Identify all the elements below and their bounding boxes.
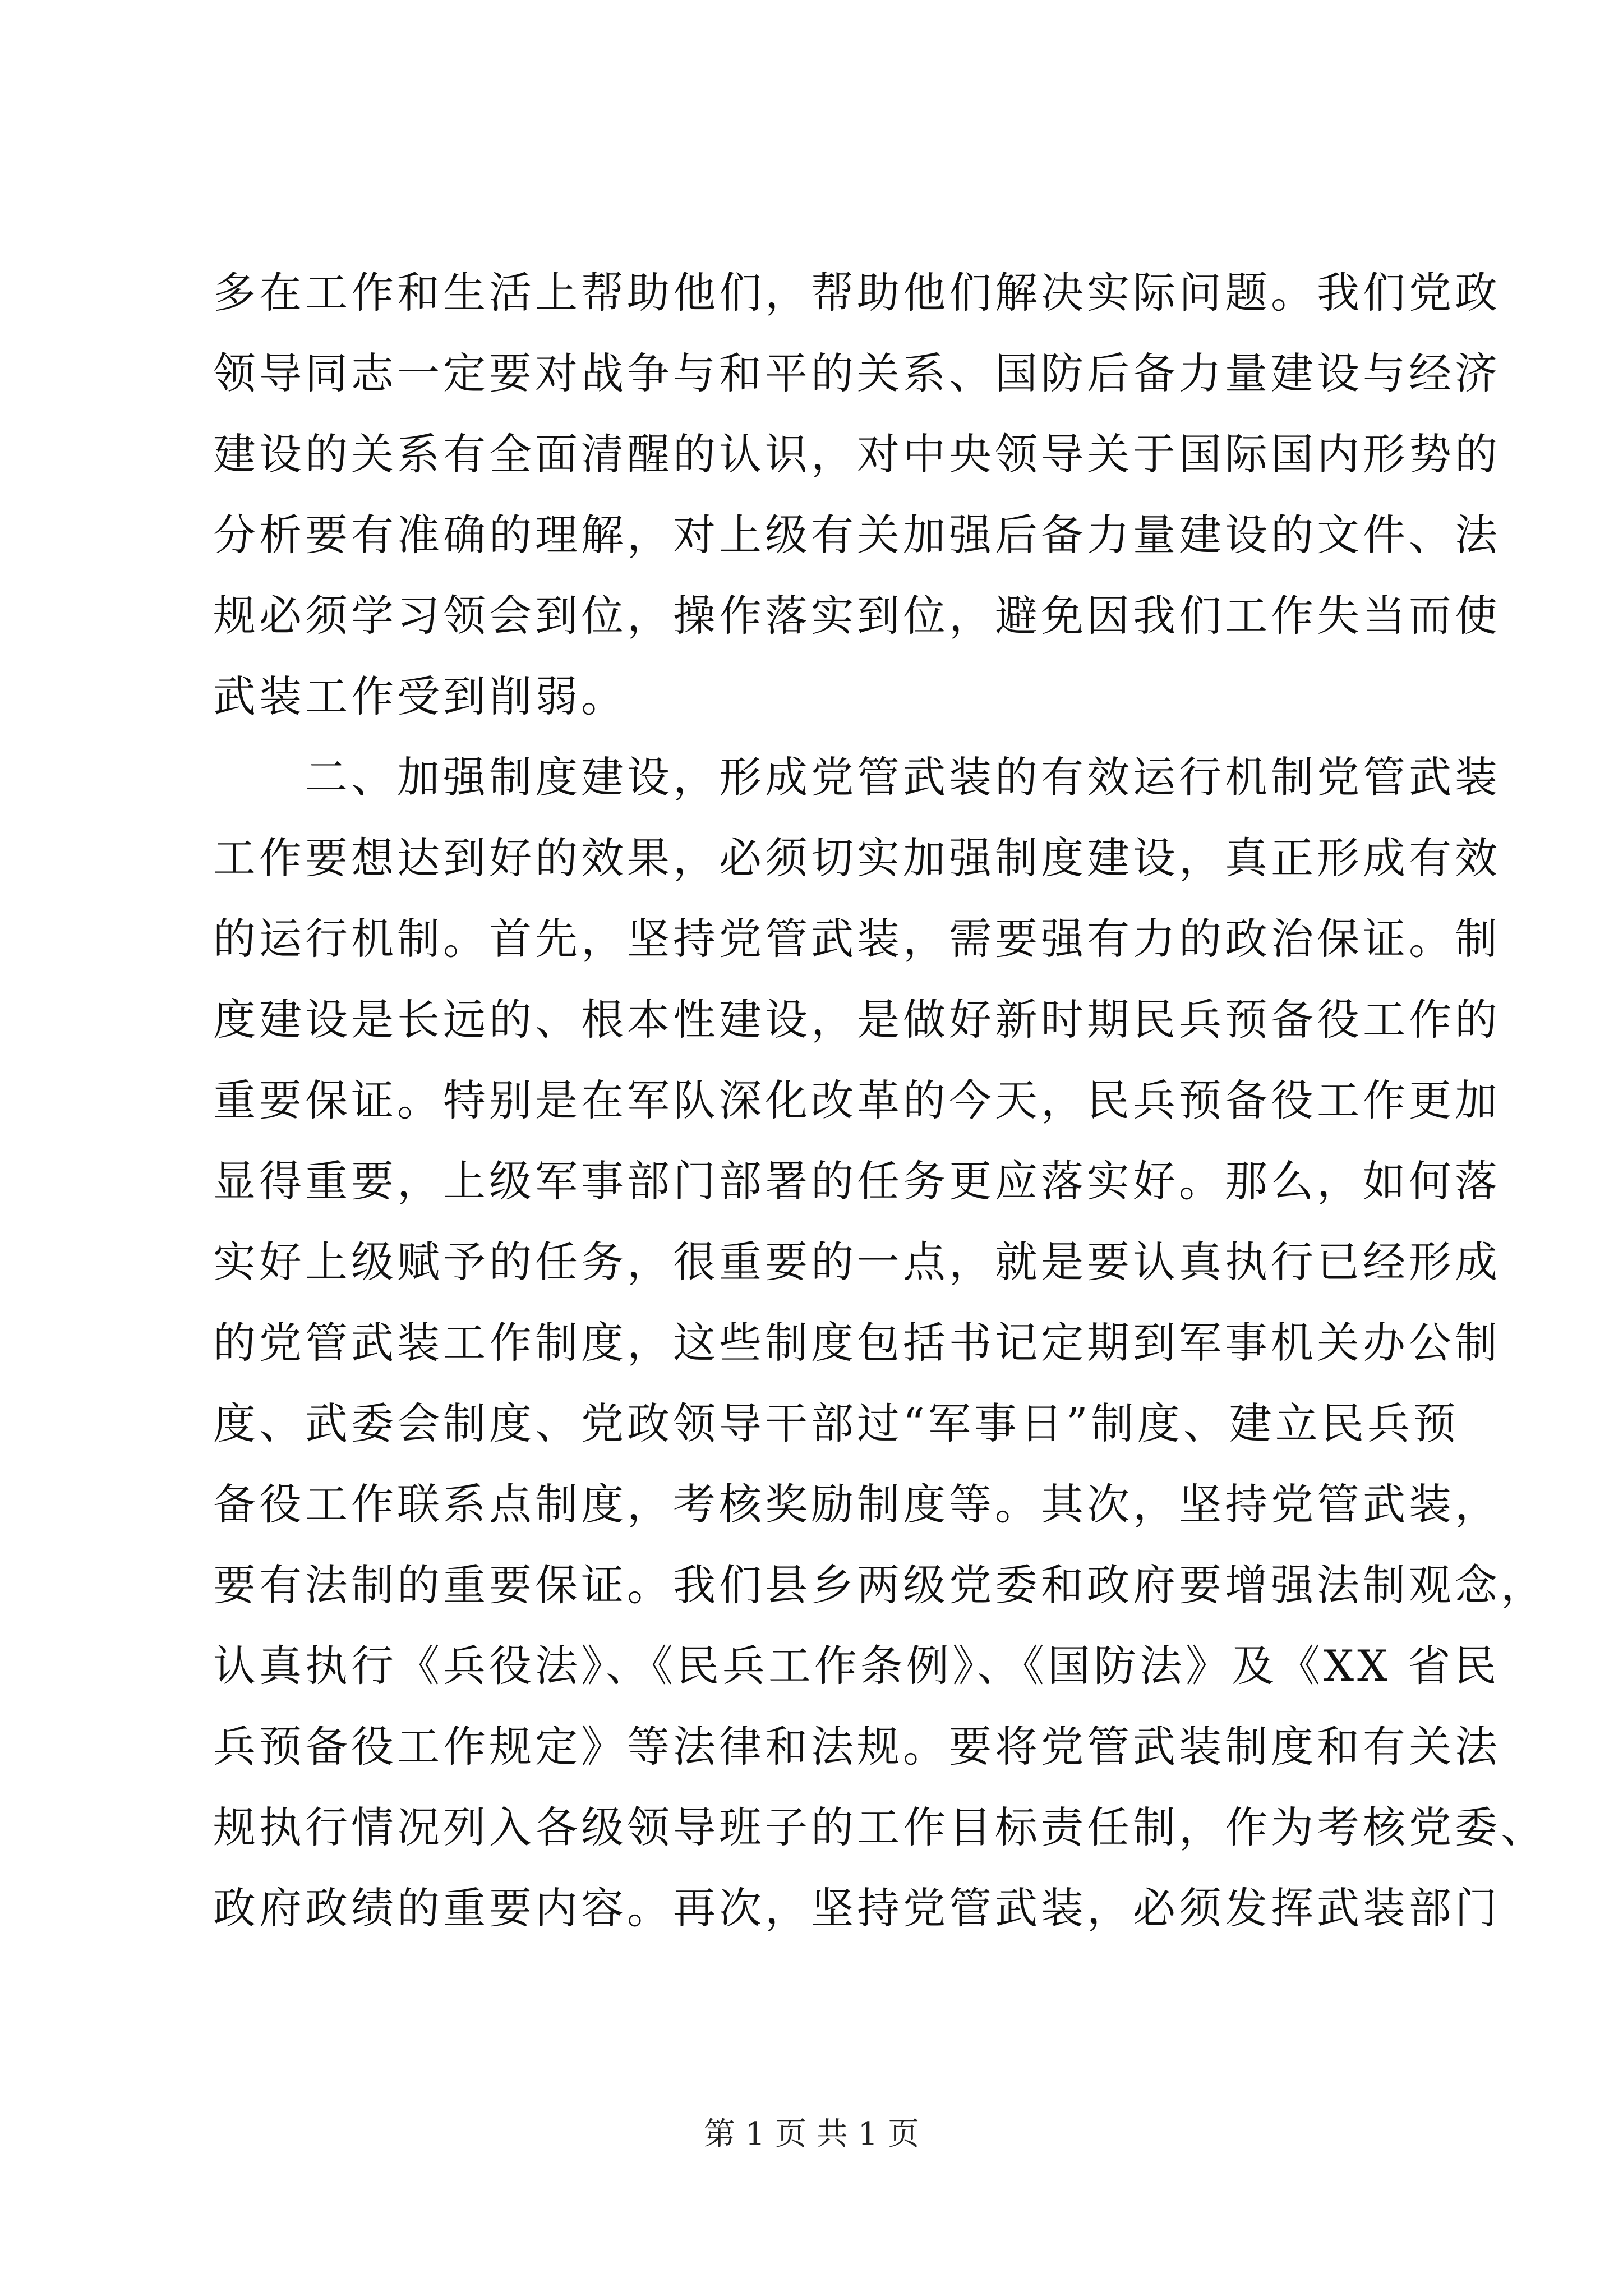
body-line: 建设的关系有全面清醒的认识，对中央领导关于国际国内形势的 (213, 429, 1501, 479)
document-body (213, 252, 1547, 1949)
body-line: 度建设是长远的、根本性建设，是做好新时期民兵预备役工作的 (213, 995, 1501, 1045)
body-line: 实好上级赋予的任务，很重要的一点，就是要认真执行已经形成 (213, 1237, 1501, 1287)
body-line: 的运行机制。首先，坚持党管武装，需要强有力的政治保证。制 (213, 914, 1501, 964)
body-line: 显得重要，上级军事部门部署的任务更应落实好。那么，如何落 (213, 1156, 1501, 1206)
body-line: 领导同志一定要对战争与和平的关系、国防后备力量建设与经济 (213, 348, 1501, 398)
body-line: 分析要有准确的理解，对上级有关加强后备力量建设的文件、法 (213, 510, 1501, 560)
body-line: 工作要想达到好的效果，必须切实加强制度建设，真正形成有效 (213, 833, 1501, 883)
body-line: 兵预备役工作规定》等法律和法规。要将党管武装制度和有关法 (213, 1722, 1501, 1772)
body-line: 武装工作受到削弱。 (213, 671, 627, 721)
body-line: 认真执行《兵役法》、《民兵工作条例》、《国防法》及《XX 省民 (213, 1641, 1500, 1691)
body-line: 规执行情况列入各级领导班子的工作目标责任制，作为考核党委、 (213, 1802, 1547, 1852)
body-line: 的党管武装工作制度，这些制度包括书记定期到军事机关办公制 (213, 1318, 1501, 1368)
body-line: 要有法制的重要保证。我们县乡两级党委和政府要增强法制观念， (213, 1560, 1547, 1610)
body-line: 政府政绩的重要内容。再次，坚持党管武装，必须发挥武装部门 (213, 1883, 1501, 1933)
body-line: 备役工作联系点制度，考核奖励制度等。其次，坚持党管武装， (213, 1479, 1501, 1529)
body-line: 多在工作和生活上帮助他们，帮助他们解决实际问题。我们党政 (213, 268, 1501, 318)
body-line: 重要保证。特别是在军队深化改革的今天，民兵预备役工作更加 (213, 1075, 1501, 1125)
section-heading-line: 二、加强制度建设，形成党管武装的有效运行机制党管武装 (213, 752, 1501, 802)
body-line: 规必须学习领会到位，操作落实到位，避免因我们工作失当而使 (213, 591, 1501, 641)
body-line: 度、武委会制度、党政领导干部过“军事日”制度、建立民兵预 (213, 1398, 1459, 1448)
page-number-footer: 第 1 页 共 1 页 (703, 2116, 920, 2152)
